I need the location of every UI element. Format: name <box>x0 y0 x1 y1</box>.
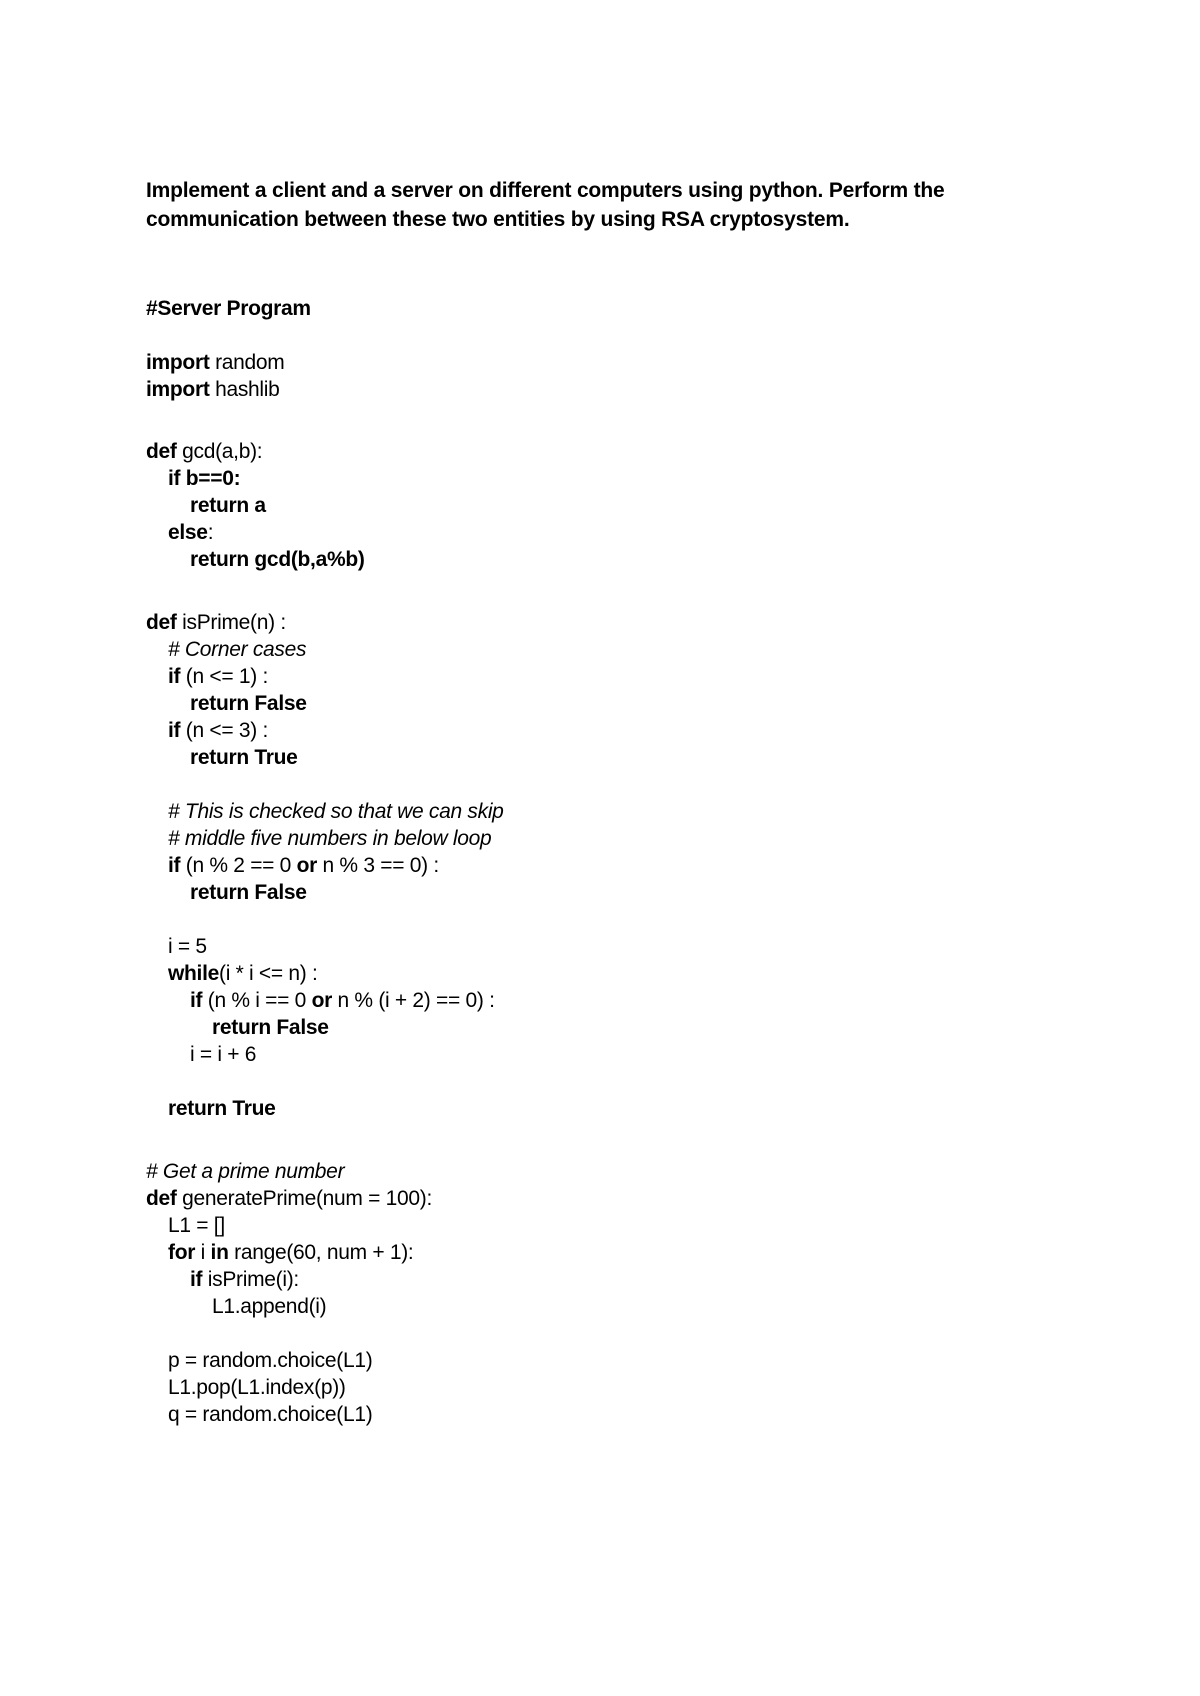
code-line: return False <box>190 692 307 715</box>
task-description <box>146 176 1106 234</box>
keyword: import <box>146 378 210 401</box>
code-text: : <box>207 521 214 544</box>
code-text: random <box>209 351 285 374</box>
keyword: if <box>168 854 181 877</box>
code-line: return False <box>212 1016 329 1039</box>
code-line: L1.pop(L1.index(p)) <box>168 1376 346 1399</box>
code-comment: # middle five numbers in below loop <box>168 827 492 850</box>
code-line: i = i + 6 <box>190 1043 257 1066</box>
code-line: i = 5 <box>168 935 207 958</box>
code-text: generatePrime(num = 100): <box>176 1187 433 1210</box>
code-text: n % (i + 2) == 0) : <box>331 989 495 1012</box>
code-line <box>146 610 286 636</box>
code-line <box>146 377 280 403</box>
task-line-1: Implement a client and a server on different computers using python. Perform the <box>146 179 945 202</box>
code-text: isPrime(i): <box>202 1268 299 1291</box>
keyword: if <box>190 989 203 1012</box>
keyword: import <box>146 351 210 374</box>
code-line: L1.append(i) <box>212 1295 327 1318</box>
keyword: for <box>168 1241 196 1264</box>
code-text: n % 3 == 0) : <box>316 854 439 877</box>
code-text: i <box>195 1241 211 1264</box>
code-line: return False <box>190 881 307 904</box>
code-text: gcd(a,b): <box>176 440 263 463</box>
code-line: return gcd(b,a%b) <box>190 548 365 571</box>
code-text: (n <= 3) : <box>180 719 268 742</box>
code-line <box>146 853 439 879</box>
code-line: L1 = [] <box>168 1214 225 1237</box>
keyword: while <box>168 962 220 985</box>
code-line <box>146 1186 432 1212</box>
code-comment: # Corner cases <box>168 638 307 661</box>
code-line <box>146 988 495 1014</box>
code-line <box>146 961 318 987</box>
keyword: else <box>168 521 208 544</box>
code-line: return True <box>190 746 298 769</box>
code-text: (n <= 1) : <box>180 665 268 688</box>
code-line: return a <box>190 494 266 517</box>
code-comment: # This is checked so that we can skip <box>168 800 504 823</box>
code-text: isPrime(n) : <box>176 611 286 634</box>
code-line <box>146 439 262 465</box>
keyword: def <box>146 1187 177 1210</box>
code-line <box>146 664 268 690</box>
code-line: q = random.choice(L1) <box>168 1403 373 1426</box>
code-text: (i * i <= n) : <box>219 962 318 985</box>
code-line <box>146 520 213 546</box>
code-line: p = random.choice(L1) <box>168 1349 373 1372</box>
code-text: b==0: <box>180 467 241 490</box>
code-header: #Server Program <box>146 297 311 320</box>
keyword: if <box>168 719 181 742</box>
keyword: def <box>146 611 177 634</box>
code-line: return True <box>168 1097 276 1120</box>
code-line <box>146 466 240 492</box>
keyword: if <box>168 467 181 490</box>
code-text: (n % 2 == 0 <box>180 854 297 877</box>
code-line <box>146 350 284 376</box>
code-line <box>146 1240 413 1266</box>
code-text: range(60, num + 1): <box>228 1241 414 1264</box>
task-line-2: communication between these two entities by using RSA cryptosystem. <box>146 208 850 231</box>
keyword: in <box>210 1241 229 1264</box>
keyword: def <box>146 440 177 463</box>
keyword: if <box>190 1268 203 1291</box>
keyword: if <box>168 665 181 688</box>
code-text: hashlib <box>209 378 280 401</box>
code-line <box>146 1267 299 1293</box>
code-text: (n % i == 0 <box>202 989 312 1012</box>
code-line <box>146 718 268 744</box>
keyword: or <box>296 854 317 877</box>
keyword: or <box>311 989 332 1012</box>
code-comment: # Get a prime number <box>146 1160 345 1183</box>
